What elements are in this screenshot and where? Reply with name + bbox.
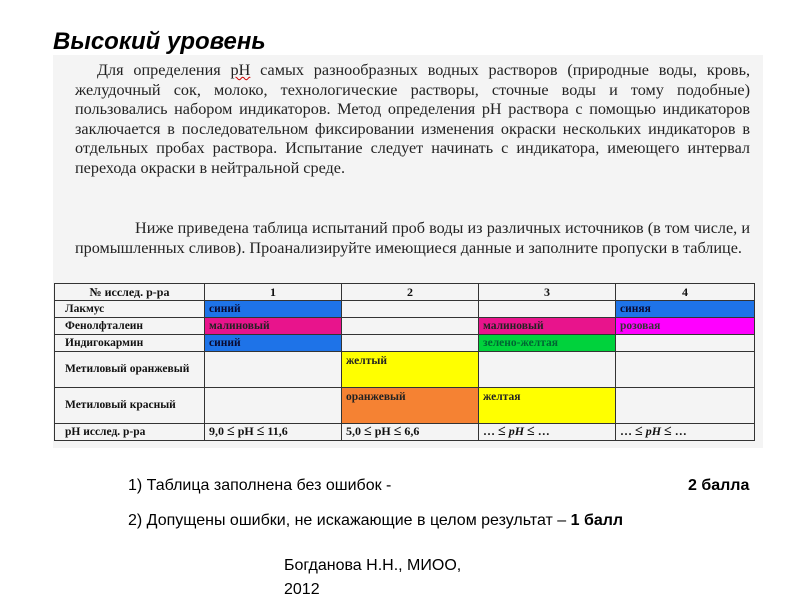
table-cell — [616, 352, 755, 388]
ph-term: pH — [230, 61, 251, 79]
author-credit — [284, 554, 461, 602]
ph-range-cell — [342, 424, 479, 441]
criterion-points: 1 балл — [570, 512, 624, 529]
ph-range-cell — [479, 424, 616, 441]
table-cell: синий — [205, 335, 342, 352]
table-cell — [342, 301, 479, 318]
ph-range-cell — [616, 424, 755, 441]
intro-paragraph — [75, 61, 750, 179]
ph-le-symbol: ≤ — [527, 424, 535, 439]
row-label: Метиловый оранжевый — [55, 352, 205, 388]
ph-le-symbol: ≤ — [635, 424, 643, 439]
table-cell: зелено-желтая — [479, 335, 616, 352]
table-header-row — [55, 284, 755, 301]
header-cell: 3 — [479, 284, 616, 301]
header-cell: 1 — [205, 284, 342, 301]
table-cell: малиновый — [205, 318, 342, 335]
table-cell: синяя — [616, 301, 755, 318]
ph-label: pH — [508, 424, 525, 438]
table-cell — [342, 335, 479, 352]
slide-title: Высокий уровень — [53, 28, 266, 55]
header-cell: № исслед. р-ра — [55, 284, 205, 301]
ph-low: … — [483, 424, 495, 438]
table-row — [55, 301, 755, 318]
ph-le-symbol: ≤ — [256, 424, 265, 439]
table-cell — [205, 388, 342, 424]
intro-text-start: Для определения — [97, 61, 231, 79]
table-cell — [479, 352, 616, 388]
row-label: Индигокармин — [55, 335, 205, 352]
ph-row-label: pH исслед. р-ра — [65, 426, 146, 438]
author-year: 2012 — [284, 581, 320, 598]
table-cell: малиновый — [479, 318, 616, 335]
ph-high: 11,6 — [267, 424, 288, 438]
header-cell: 2 — [342, 284, 479, 301]
row-label: Фенолфталеин — [55, 318, 205, 335]
criterion-1 — [128, 477, 750, 495]
criterion-text: 2) Допущены ошибки, не искажающие в целом результат – — [128, 512, 571, 529]
ph-high: … — [537, 424, 550, 438]
table-cell — [616, 388, 755, 424]
ph-le-symbol: ≤ — [393, 424, 402, 439]
task-paragraph: Ниже приведена таблица испытаний проб воды из различных источников (в том числе, и промышленных сливов). Проанализируйте имеющиеся данные и заполните пропуски в таблице. — [75, 219, 750, 257]
ph-low: … — [620, 424, 632, 438]
ph-label: pH — [237, 424, 254, 438]
header-cell: 4 — [616, 284, 755, 301]
table-row — [55, 318, 755, 335]
row-label: Лакмус — [55, 301, 205, 318]
table-cell: желтый — [342, 352, 479, 388]
ph-high: 6,6 — [404, 424, 420, 438]
table-cell — [616, 335, 755, 352]
criterion-points: 2 балла — [688, 477, 750, 494]
ph-range-cell — [205, 424, 342, 441]
criterion-2 — [128, 512, 623, 530]
ph-label: pH — [645, 424, 662, 438]
table-cell — [479, 301, 616, 318]
table-cell: синий — [205, 301, 342, 318]
indicator-table — [54, 283, 755, 441]
table-row — [55, 352, 755, 388]
table-row — [55, 335, 755, 352]
row-label — [55, 424, 205, 441]
ph-le-symbol: ≤ — [498, 424, 506, 439]
intro-text-rest: самых разнообразных водных растворов (природные воды, кровь, желудочный сок, молоко, технологические растворы, сточные воды и тому подобные) пользовались набором индикаторов. Метод определения pH раствора с помощью индикаторов заключается в последовательном фиксировании изменения окраски нескольких индикаторов в отдельных пробах раствора. Испытание следует начинать с индикатора, имеющего интервал перехода окраски в нейтральной среде. — [75, 61, 750, 177]
ph-row — [55, 424, 755, 441]
author-line: Богданова Н.Н., МИОО, — [284, 557, 462, 574]
table-cell: розовая — [616, 318, 755, 335]
table-row — [55, 388, 755, 424]
ph-low: 5,0 — [346, 424, 361, 438]
table-cell — [205, 352, 342, 388]
table-cell: оранжевый — [342, 388, 479, 424]
ph-low: 9,0 — [209, 424, 224, 438]
ph-le-symbol: ≤ — [364, 424, 372, 439]
ph-le-symbol: ≤ — [227, 424, 235, 439]
ph-high: … — [674, 424, 687, 438]
row-label: Метиловый красный — [55, 388, 205, 424]
ph-label: pH — [374, 424, 391, 438]
table-cell — [342, 318, 479, 335]
criterion-text: 1) Таблица заполнена без ошибок - — [128, 477, 392, 494]
table-cell: желтая — [479, 388, 616, 424]
ph-le-symbol: ≤ — [664, 424, 672, 439]
